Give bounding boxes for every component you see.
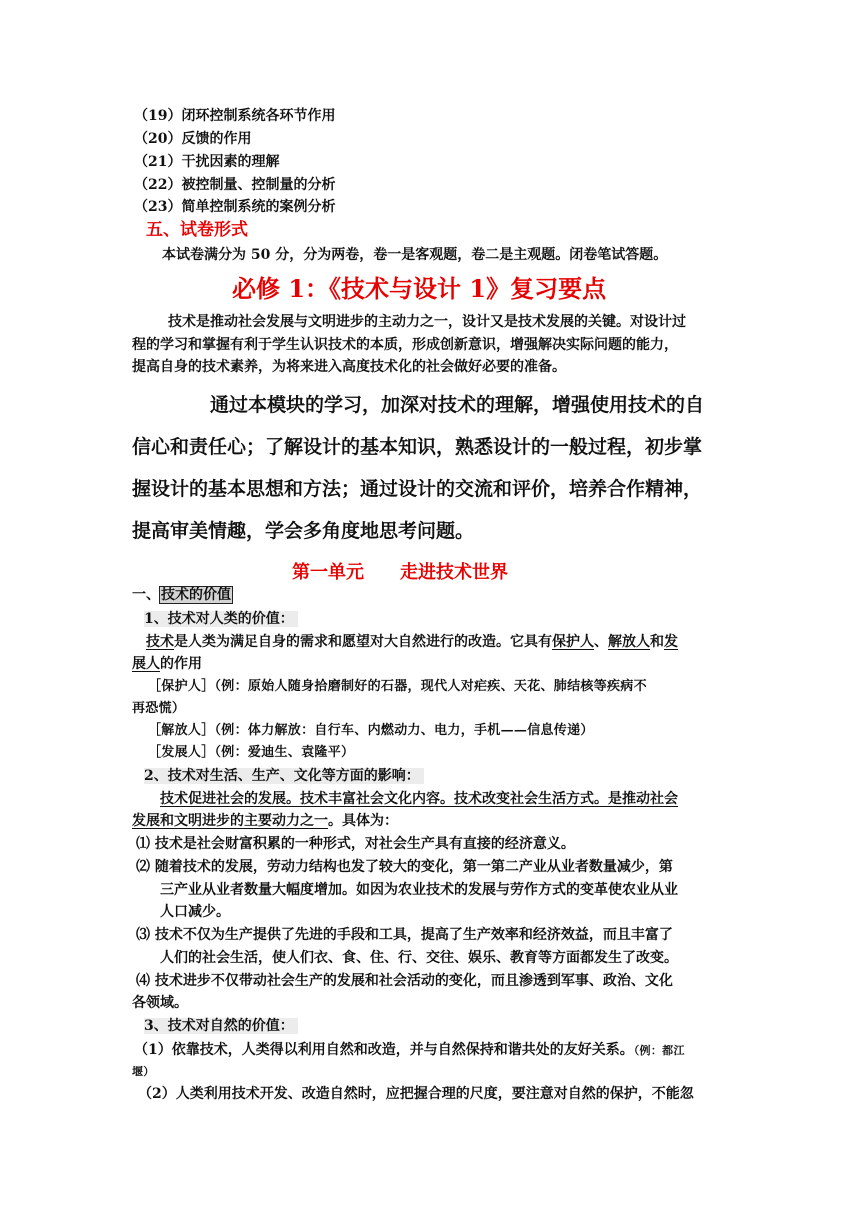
point-line: 人们的社会生活，使人们衣、食、住、行、交往、娱乐、教育等方面都发生了改变。 <box>160 950 678 966</box>
term-protect: 保护人 <box>552 634 594 650</box>
section-heading: 五、试卷形式 <box>146 220 248 240</box>
subsection-heading <box>144 766 424 786</box>
term-develop: 发 <box>664 634 678 650</box>
example-line: ［解放人］（例：体力解放：自行车、内燃动力、电力，手机——信息传递） <box>148 723 594 738</box>
point-note: 堰） <box>132 1065 155 1078</box>
summary-text: 发展和文明进步的主要动力之一 <box>132 813 328 829</box>
point-line <box>134 1040 685 1061</box>
example-line: ［保护人］（例：原始人随身拾磨制好的石器，现代人对疟疾、天花、肺结核等疾病不 <box>148 679 647 694</box>
example-line: 再恐慌） <box>132 701 186 716</box>
point-note: （例：都江 <box>633 1044 685 1057</box>
intro-line: 提高自身的技术素养，为将来进入高度技术化的社会做好必要的准备。 <box>132 359 566 375</box>
intro-line: 技术是推动社会发展与文明进步的主动力之一，设计又是技术发展的关键。对设计过 <box>168 314 686 330</box>
point-line: ⑵ 随着技术的发展，劳动力结构也发了较大的变化，第一第二产业从业者数量减少，第 <box>136 859 673 875</box>
subsection-heading-text: 3、技术对自然的价值： <box>144 1018 298 1034</box>
definition-text: 、 <box>594 634 608 650</box>
point-line: 各领域。 <box>132 995 188 1011</box>
definition-text: 和 <box>650 634 664 650</box>
list-item: （21）干扰因素的理解 <box>134 154 280 170</box>
term-technology: 技术 <box>146 634 174 650</box>
list-item: （23）简单控制系统的案例分析 <box>134 199 336 215</box>
intro-line: 程的学习和掌握有利于学生认识技术的本质，形成创新意识，增强解决实际问题的能力， <box>132 337 678 353</box>
section-text: 本试卷满分为 50 分，分为两卷，卷一是客观题，卷二是主观题。闭卷笔试答题。 <box>162 247 668 263</box>
definition-line <box>146 632 678 652</box>
goal-line: 信心和责任心；了解设计的基本知识，熟悉设计的一般过程，初步掌 <box>132 436 703 458</box>
summary-line: 技术促进社会的发展。技术丰富社会文化内容。技术改变社会生活方式。是推动社会 <box>160 791 678 807</box>
part-heading <box>132 585 232 605</box>
subsection-heading <box>144 609 298 629</box>
definition-text: 的作用 <box>160 656 202 672</box>
definition-line <box>132 654 202 674</box>
term-liberate: 解放人 <box>608 634 650 650</box>
unit-title: 第一单元 走进技术世界 <box>292 562 508 583</box>
example-line: ［发展人］（例：爱迪生、袁隆平） <box>148 745 355 760</box>
goal-line: 通过本模块的学习，加深对技术的理解，增强使用技术的自 <box>210 394 705 416</box>
subsection-heading <box>144 1016 298 1036</box>
definition-text: 是人类为满足自身的需求和愿望对大自然进行的改造。它具有 <box>174 634 552 650</box>
main-title: 必修 1：《技术与设计 1》复习要点 <box>232 274 607 303</box>
subsection-heading-text: 2、技术对生活、生产、文化等方面的影响： <box>144 768 424 784</box>
part-heading-text: 技术的价值 <box>161 587 231 603</box>
summary-line <box>132 811 398 831</box>
term-develop: 展人 <box>132 656 160 672</box>
list-item: （22）被控制量、控制量的分析 <box>134 177 336 193</box>
point-line: 三产业从业者数量大幅度增加。如因为农业技术的发展与劳作方式的变革使农业从业 <box>160 882 678 898</box>
point-text: （1）依靠技术，人类得以利用自然和改造，并与自然保持和谐共处的友好关系。 <box>134 1042 634 1058</box>
part-prefix: 一、 <box>132 587 160 603</box>
point-line: ⑷ 技术进步不仅带动社会生产的发展和社会活动的变化，而且渗透到军事、政治、文化 <box>136 973 673 989</box>
subsection-heading-text: 1、技术对人类的价值： <box>144 611 298 627</box>
summary-tail: 。具体为： <box>328 813 398 829</box>
point-line: 人口减少。 <box>160 904 230 920</box>
point-line: （2）人类利用技术开发、改造自然时，应把握合理的尺度，要注意对自然的保护，不能忽 <box>138 1086 694 1102</box>
point-line: ⑴ 技术是社会财富积累的一种形式，对社会生产具有直接的经济意义。 <box>136 836 575 852</box>
list-item: （19）闭环控制系统各环节作用 <box>134 108 336 124</box>
goal-line: 提高审美情趣，学会多角度地思考问题。 <box>132 520 475 542</box>
point-line: ⑶ 技术不仅为生产提供了先进的手段和工具，提高了生产效率和经济效益，而且丰富了 <box>136 927 673 943</box>
goal-line: 握设计的基本思想和方法；通过设计的交流和评价，培养合作精神， <box>132 478 703 500</box>
list-item: （20）反馈的作用 <box>134 131 252 147</box>
